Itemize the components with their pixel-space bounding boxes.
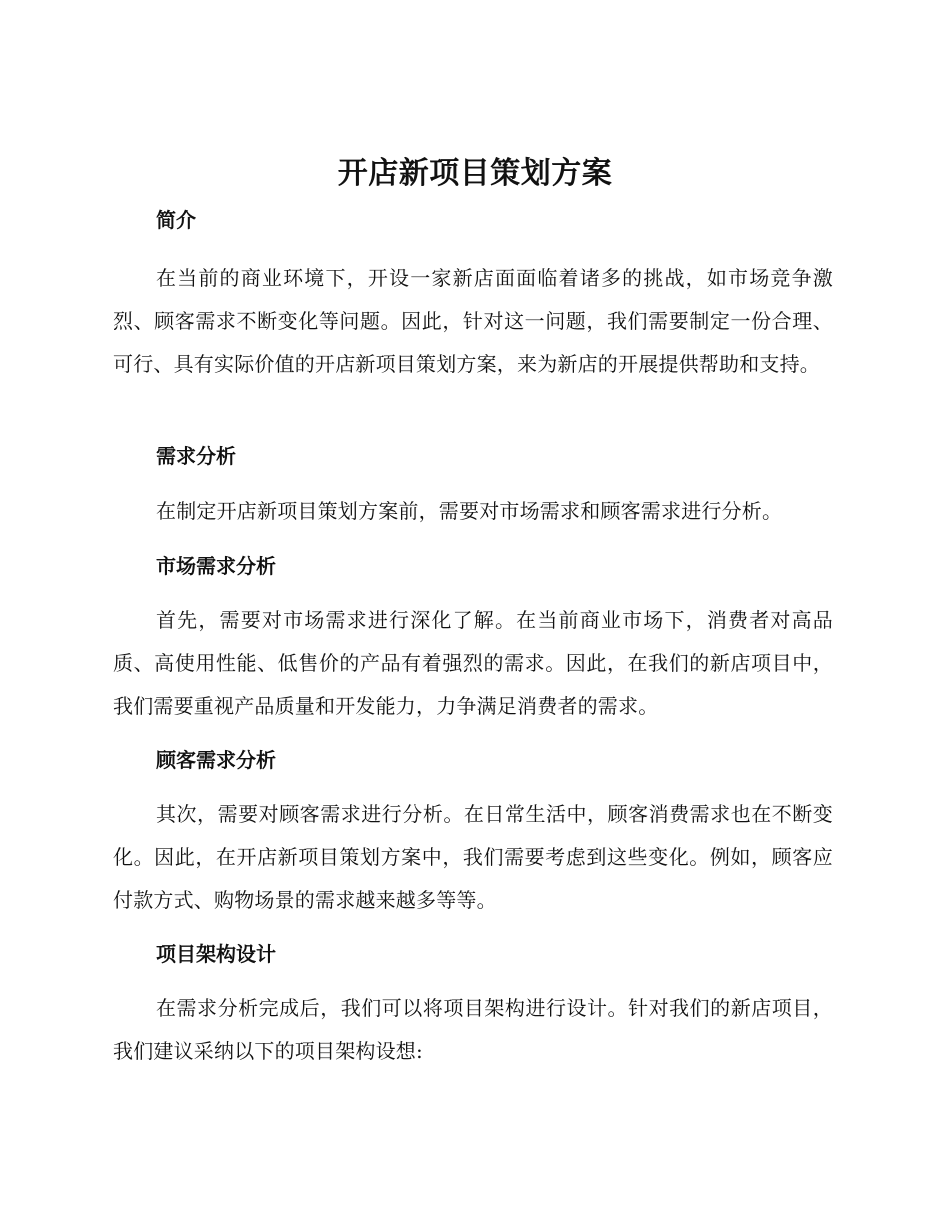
section-paragraph: 在需求分析完成后，我们可以将项目架构进行设计。针对我们的新店项目，我们建议采纳以下的项目架构设想: [113,996,833,1063]
section-paragraph: 首先，需要对市场需求进行深化了解。在当前商业市场下，消费者对高品质、高使用性能、低售价的产品有着强烈的需求。因此，在我们的新店项目中，我们需要重视产品质量和开发能力，力争满足消费者的需求。 [113,608,833,718]
section-paragraph: 在制定开店新项目策划方案前，需要对市场需求和顾客需求进行分析。 [156,499,783,523]
section-paragraph: 在当前的商业环境下，开设一家新店面面临着诸多的挑战，如市场竞争激烈、顾客需求不断变化等问题。因此，针对这一问题，我们需要制定一份合理、可行、具有实际价值的开店新项目策划方案，来为新店的开展提供帮助和支持。 [113,266,833,376]
section-needs-analysis [113,441,833,533]
section-heading: 市场需求分析 [156,554,276,578]
section-customer-analysis [113,745,833,922]
section-heading: 项目架构设计 [156,942,276,966]
section-heading: 顾客需求分析 [156,748,276,772]
section-architecture-design [113,939,833,1073]
section-paragraph: 其次，需要对顾客需求进行分析。在日常生活中，顾客消费需求也在不断变化。因此，在开店新项目策划方案中，我们需要考虑到这些变化。例如，顾客应付款方式、购物场景的需求越来越多等等。 [113,802,833,912]
section-intro [113,205,833,386]
section-market-analysis [113,551,833,728]
section-heading: 需求分析 [156,444,236,468]
document-title: 开店新项目策划方案 [337,156,613,191]
section-heading: 简介 [156,208,196,232]
